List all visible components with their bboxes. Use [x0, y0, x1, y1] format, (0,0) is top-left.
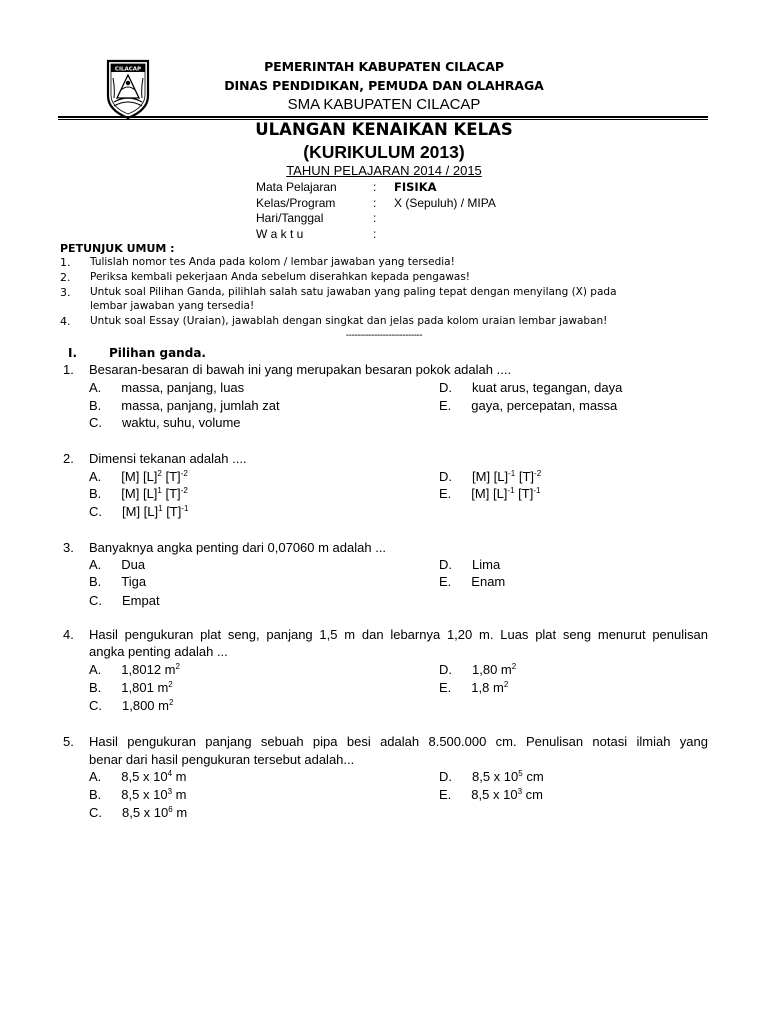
meta-label-time: W a k t u: [256, 227, 304, 241]
question-text: Hasil pengukuran panjang sebuah pipa besi adalah 8.500.000 cm. Penulisan notasi ilmiah yang: [89, 734, 708, 749]
curriculum-title: (KURIKULUM 2013): [303, 142, 465, 162]
option-a: A. [M] $[L]^2$ $[T]^{-2}$: [89, 469, 188, 484]
option-d: D. [M] $[L]^{-1}$ $[T]^{-2}$: [439, 469, 542, 484]
option-b: B. 8,5 x $10^3$ m: [89, 787, 187, 802]
option-d: D. kuat arus, tegangan, daya: [439, 380, 623, 395]
exam-title: ULANGAN KENAIKAN KELAS: [255, 120, 513, 139]
header-rule: [58, 116, 708, 118]
option-b: B. massa, panjang, jumlah zat: [89, 398, 280, 413]
option-e: E. Enam: [439, 574, 506, 589]
option-e: E. gaya, percepatan, massa: [439, 398, 618, 413]
question-number: 3.: [63, 540, 74, 555]
option-a: A. Dua: [89, 557, 146, 572]
section-title: Pilihan ganda.: [109, 346, 206, 360]
question-text: Hasil pengukuran plat seng, panjang 1,5 m dan lebarnya 1,20 m. Luas plat seng menurut penulisan: [89, 627, 708, 642]
instruction-number: 1.: [60, 256, 71, 269]
option-c: C. waktu, suhu, volume: [89, 415, 241, 430]
academic-year: TAHUN PELAJARAN 2014 / 2015: [286, 163, 482, 178]
option-b: B. 1,801 $m^2$: [89, 680, 173, 695]
option-a: A. 1,8012 $m^2$: [89, 662, 180, 677]
instruction-number: 3.: [60, 286, 71, 299]
option-c: C. 8,5 x $10^6$ m: [89, 805, 188, 820]
option-c: C. Empat: [89, 593, 160, 608]
option-b: B. [M] $[L]^1$ $[T]^{-2}$: [89, 486, 188, 501]
header-department: DINAS PENDIDIKAN, PEMUDA DAN OLAHRAGA: [224, 78, 544, 93]
meta-label-subject: Mata Pelajaran: [256, 180, 337, 194]
instruction-text: Untuk soal Pilihan Ganda, pilihlah salah satu jawaban yang paling tepat dengan menyilang (X) pada: [90, 286, 617, 298]
question-number: 5.: [63, 734, 74, 749]
question-number: 4.: [63, 627, 74, 642]
meta-colon: :: [373, 196, 377, 210]
meta-colon: :: [373, 227, 377, 241]
option-d: D. Lima: [439, 557, 501, 572]
option-a: A. massa, panjang, luas: [89, 380, 245, 395]
question-text-cont: benar dari hasil pengukuran tersebut adalah...: [89, 752, 355, 767]
option-e: E. [M] $[L]^{-1}$ $[T]^{-1}$: [439, 486, 541, 501]
meta-colon: :: [373, 180, 377, 194]
instruction-number: 2.: [60, 271, 71, 284]
instruction-text-cont: lembar jawaban yang tersedia!: [90, 300, 255, 312]
instruction-text: Untuk soal Essay (Uraian), jawablah dengan singkat dan jelas pada kolom uraian lembar jawaban!: [90, 315, 608, 327]
question-text-cont: angka penting adalah ...: [89, 644, 228, 659]
option-e: E. 8,5 x $10^3$ cm: [439, 787, 543, 802]
meta-value-class: X (Sepuluh) / MIPA: [394, 196, 496, 210]
question-text: Banyaknya angka penting dari 0,07060 m adalah ...: [89, 540, 387, 555]
option-d: D. 8,5 x $10^5$ cm: [439, 769, 544, 784]
question-number: 1.: [63, 362, 74, 377]
option-d: D. 1,80 $m^2$: [439, 662, 517, 677]
header-government: PEMERINTAH KABUPATEN CILACAP: [264, 59, 504, 74]
section-number: I.: [68, 346, 78, 360]
question-text: Dimensi tekanan adalah ....: [89, 451, 247, 466]
meta-label-class: Kelas/Program: [256, 196, 336, 210]
meta-colon: :: [373, 211, 377, 225]
question-text: Besaran-besaran di bawah ini yang merupakan besaran pokok adalah ....: [89, 362, 512, 377]
meta-value-subject: FISIKA: [394, 180, 437, 194]
logo-text: CILACAP: [114, 66, 142, 73]
header-school: SMA KABUPATEN CILACAP: [287, 96, 481, 113]
instruction-number: 4.: [60, 315, 71, 328]
instruction-text: Tulislah nomor tes Anda pada kolom / lembar jawaban yang tersedia!: [90, 256, 455, 268]
meta-label-date: Hari/Tanggal: [256, 211, 324, 225]
instruction-text: Periksa kembali pekerjaan Anda sebelum diserahkan kepada pengawas!: [90, 271, 471, 283]
instructions-title: PETUNJUK UMUM :: [60, 242, 175, 255]
option-a: A. 8,5 x $10^4$ m: [89, 769, 187, 784]
option-b: B. Tiga: [89, 574, 147, 589]
separator-dashes: ---------------------------: [345, 330, 423, 341]
option-e: E. 1,8 $m^2$: [439, 680, 509, 695]
option-c: C. [M] $[L]^1$ $[T]^{-1}$: [89, 504, 189, 519]
option-c: C. 1,800 $m^2$: [89, 698, 174, 713]
question-number: 2.: [63, 451, 74, 466]
